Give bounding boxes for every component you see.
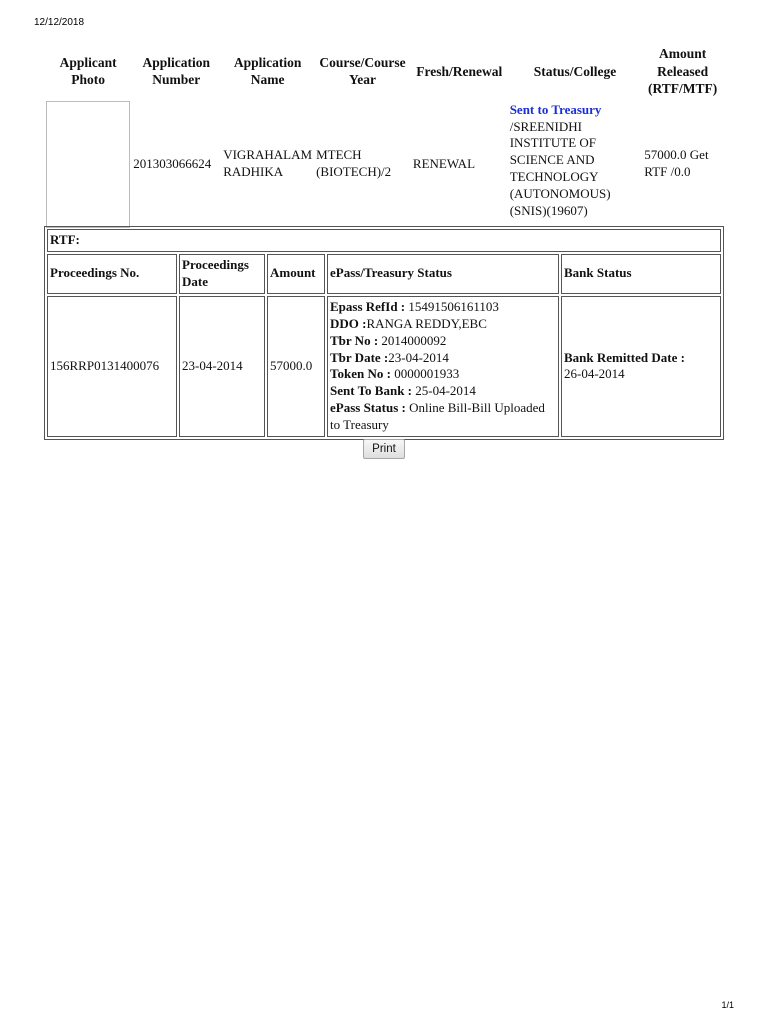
tbr-date-label: Tbr Date :	[330, 349, 389, 365]
rtf-header-row	[47, 254, 721, 294]
amount-released: 57000.0 Get RTF /0.0	[644, 147, 709, 180]
bank-status	[561, 296, 721, 437]
print-date: 12/12/2018	[34, 17, 85, 28]
header-proceedings-no: Proceedings No.	[47, 254, 177, 294]
header-application-number: Application Number	[142, 54, 210, 88]
college-name: /SREENIDHI INSTITUTE OF SCIENCE AND TECHNOLOGY (AUTONOMOUS) (SNIS)(19607)	[509, 118, 611, 218]
token-no-label: Token No :	[330, 366, 391, 382]
ddo-value: RANGA REDDY,EBC	[366, 315, 487, 331]
application-table	[44, 42, 724, 230]
status-college-cell	[509, 101, 642, 228]
epass-status-label: ePass Status :	[330, 400, 406, 416]
rtf-label-row	[47, 229, 721, 252]
sent-to-bank-label: Sent To Bank :	[330, 383, 413, 399]
header-course-year: Course/Course Year	[319, 54, 406, 88]
application-number: 201303066624	[133, 155, 212, 171]
epass-refid: 15491506161103	[408, 298, 499, 314]
header-amount: Amount	[267, 254, 325, 294]
header-amount-released: Amount Released (RTF/MTF)	[648, 46, 718, 97]
header-applicant-photo: Applicant Photo	[59, 54, 117, 88]
rtf-amount: 57000.0	[267, 296, 325, 437]
rtf-label: RTF:	[47, 229, 721, 252]
status-link[interactable]: Sent to Treasury	[509, 101, 602, 117]
rtf-data-row	[47, 296, 721, 437]
print-button[interactable]: Print	[363, 439, 405, 459]
application-row	[46, 101, 722, 228]
bank-remitted-date: 26-04-2014	[564, 366, 625, 382]
header-proceedings-date: Proceedings Date	[179, 254, 265, 294]
page-number: 1/1	[721, 1000, 734, 1010]
fresh-renewal: RENEWAL	[412, 155, 476, 171]
header-fresh-renewal: Fresh/Renewal	[416, 63, 503, 79]
header-status-college: Status/College	[533, 63, 617, 79]
ddo-label: DDO :	[330, 315, 367, 331]
application-header-row	[46, 44, 722, 99]
proceedings-no: 156RRP0131400076	[47, 296, 177, 437]
epass-treasury-status	[327, 296, 559, 437]
applicant-photo	[46, 101, 130, 228]
tbr-date: 23-04-2014	[388, 349, 449, 365]
course-year: MTECH (BIOTECH)/2	[316, 147, 392, 180]
header-application-name: Application Name	[233, 54, 302, 88]
epass-status: Online Bill-Bill Uploaded to Treasury	[330, 400, 545, 433]
tbr-no: 2014000092	[381, 332, 447, 348]
proceedings-date: 23-04-2014	[179, 296, 265, 437]
header-bank-status: Bank Status	[561, 254, 721, 294]
bank-remitted-label: Bank Remitted Date :	[564, 349, 685, 365]
application-name: VIGRAHALAM RADHIKA	[223, 147, 313, 180]
rtf-table	[44, 226, 724, 440]
header-epass-treasury-status: ePass/Treasury Status	[327, 254, 559, 294]
epass-refid-label: Epass RefId :	[330, 298, 406, 314]
sent-to-bank: 25-04-2014	[415, 383, 476, 399]
token-no: 0000001933	[394, 366, 460, 382]
tbr-no-label: Tbr No :	[330, 332, 379, 348]
